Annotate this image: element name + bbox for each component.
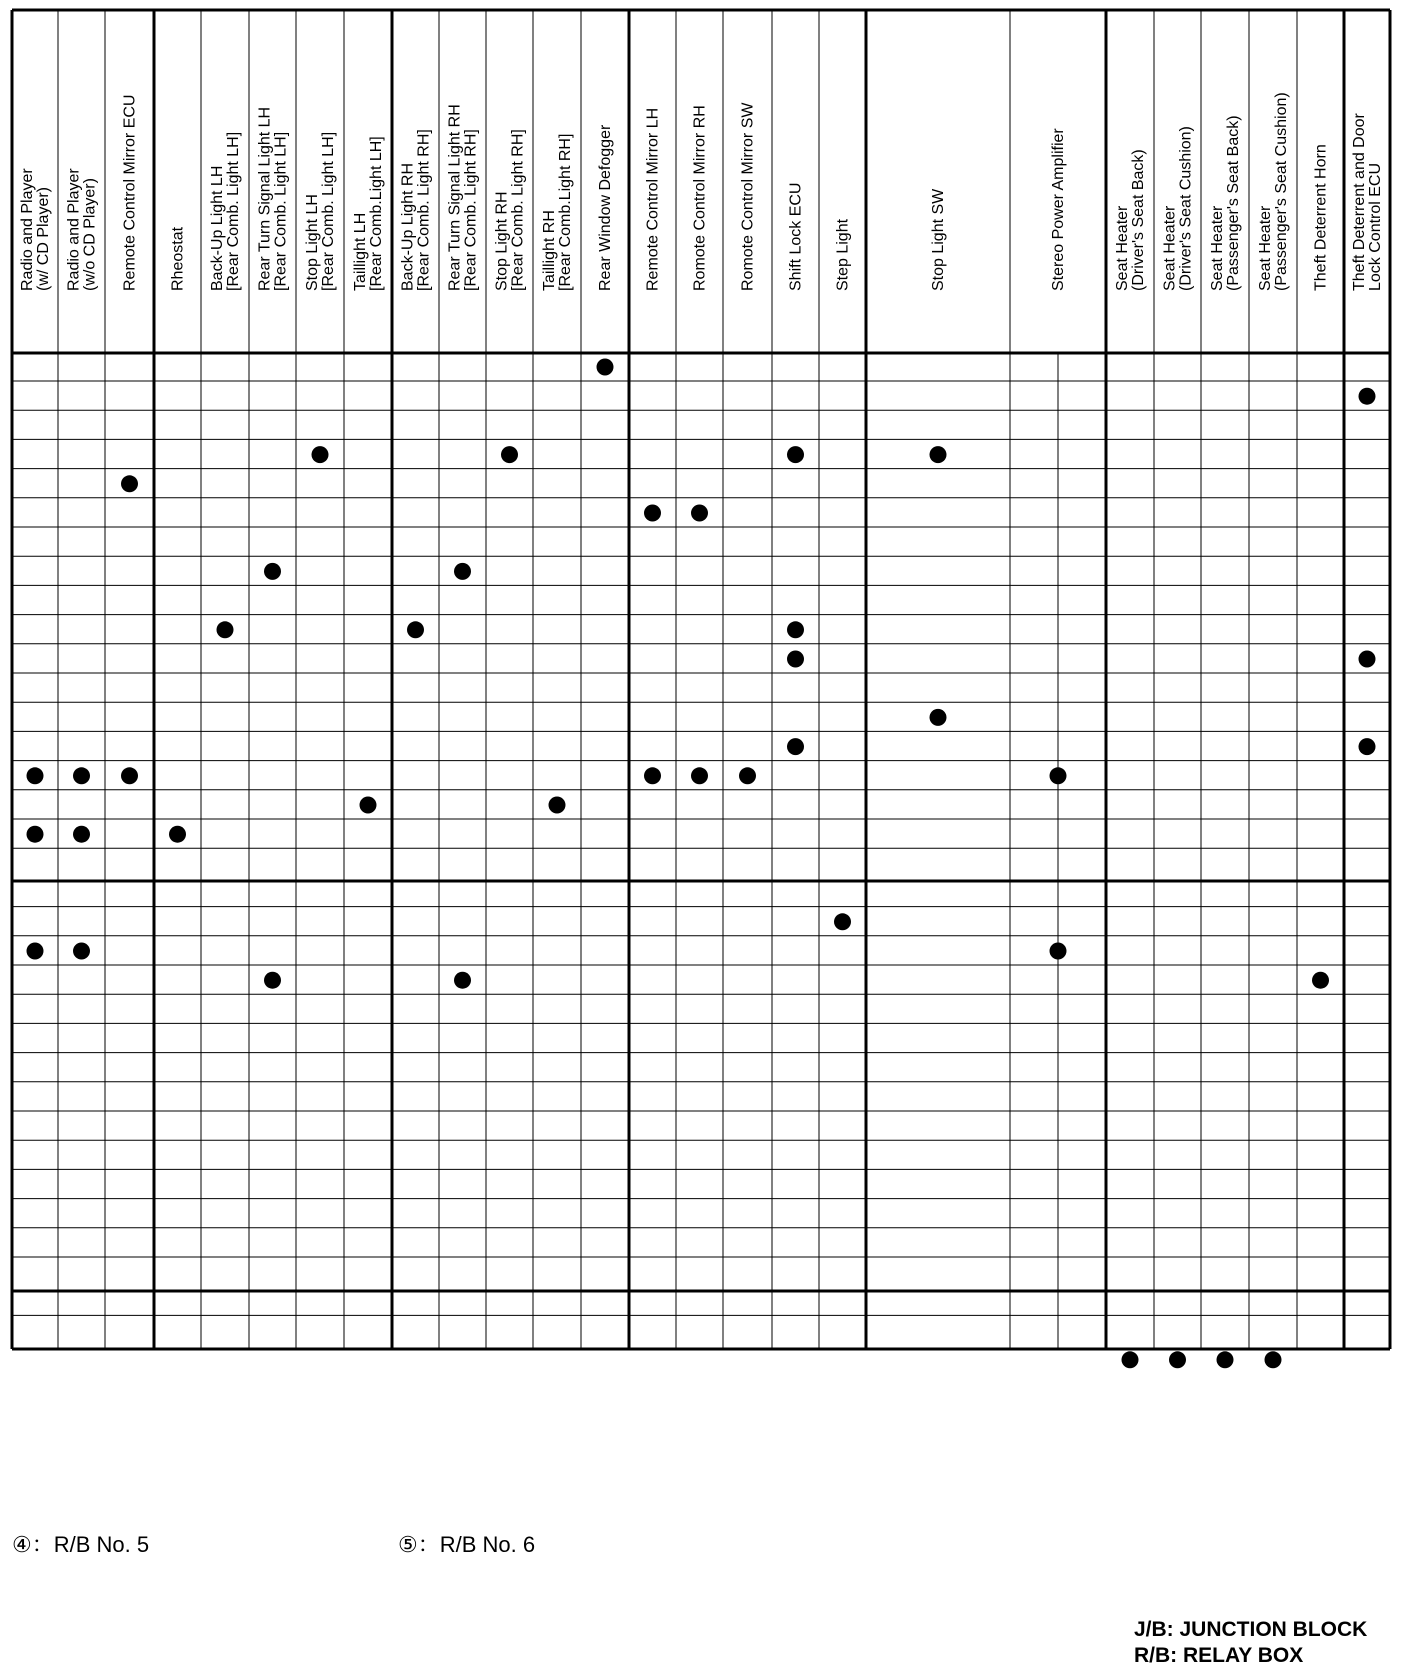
column-headers	[19, 92, 1384, 291]
connection-dot	[1169, 1351, 1186, 1368]
connection-dot	[1265, 1351, 1282, 1368]
connection-dot	[787, 738, 804, 755]
connection-dot	[930, 446, 947, 463]
column-label-taillight-rh: Taillight RH	[541, 210, 558, 291]
connection-dot	[549, 797, 566, 814]
connection-dot	[454, 972, 471, 989]
column-label-rear-turn-rh: [Rear Comb. Light RH]	[462, 129, 480, 291]
connection-dot	[27, 767, 44, 784]
column-label-stop-rh: Stop Light RH	[493, 191, 511, 291]
column-label-stop-light-sw: Stop Light SW	[930, 188, 947, 291]
connection-dot	[73, 767, 90, 784]
column-label-stop-rh: [Rear Comb. Light RH]	[509, 129, 527, 291]
connection-dot	[739, 767, 756, 784]
connection-dot	[27, 826, 44, 843]
column-label-rc-mirror-rh: Romote Control Mirror RH	[691, 105, 709, 291]
connection-dot	[73, 943, 90, 960]
connection-dot	[360, 797, 377, 814]
connection-dot	[27, 943, 44, 960]
connection-dot	[312, 446, 329, 463]
column-label-seat-heater-drv-cush: (Driver's Seat Cushion)	[1177, 126, 1195, 291]
connection-dot	[1217, 1351, 1234, 1368]
column-label-step-light: Step Light	[834, 218, 852, 291]
connection-dot	[264, 563, 281, 580]
column-label-rc-mirror-sw: Romote Control Mirror SW	[739, 102, 757, 291]
column-label-theft-door-lock: Theft Deterrent and Door	[1351, 113, 1368, 291]
column-label-taillight-rh: [Rear Comb.Light RH]	[557, 133, 574, 291]
connection-dot	[787, 651, 804, 668]
column-label-backup-rh: [Rear Comb. Light RH]	[415, 129, 433, 291]
column-label-radio-nocd: Radio and Player	[65, 168, 83, 291]
abbreviation-junction-block: J/B: JUNCTION BLOCK	[1134, 1618, 1368, 1641]
connection-dot	[597, 359, 614, 376]
connection-dot	[1122, 1351, 1139, 1368]
column-label-taillight-lh: [Rear Comb.Light LH]	[368, 136, 385, 291]
column-label-seat-heater-drv-back: (Driver's Seat Back)	[1130, 149, 1147, 291]
column-label-seat-heater-pas-back: Seat Heater	[1209, 205, 1226, 291]
connection-dot	[930, 709, 947, 726]
connection-dot	[1312, 972, 1329, 989]
connection-dot	[1359, 388, 1376, 405]
column-label-rc-mirror-lh: Remote Control Mirror LH	[644, 107, 662, 291]
column-label-stop-lh: [Rear Comb. Light LH]	[320, 131, 337, 291]
connection-dot	[1050, 943, 1067, 960]
connection-dots	[27, 359, 1376, 1369]
connection-dot	[73, 826, 90, 843]
connection-dot	[121, 475, 138, 492]
column-label-seat-heater-pas-cush: (Passenger's Seat Cushion)	[1273, 92, 1290, 291]
connection-dot	[121, 767, 138, 784]
column-label-rear-turn-lh: [Rear Comb. Light LH]	[272, 131, 290, 291]
connection-dot	[169, 826, 186, 843]
column-label-rear-turn-lh: Rear Turn Signal Light LH	[256, 106, 274, 291]
connection-dot	[834, 913, 851, 930]
column-label-radio-cd: Radio and Player	[19, 168, 36, 291]
column-label-backup-lh: [Rear Comb. Light LH]	[225, 131, 242, 291]
column-label-backup-lh: Back-Up Light LH	[209, 165, 226, 291]
column-label-theft-horn: Theft Deterrent Horn	[1312, 144, 1330, 291]
column-label-seat-heater-drv-cush: Seat Heater	[1161, 205, 1179, 291]
connection-dot	[691, 505, 708, 522]
connection-dot	[454, 563, 471, 580]
legend-rb-no5: ④：R/B No. 5	[12, 1532, 150, 1557]
connection-dot	[1359, 738, 1376, 755]
connection-dot	[501, 446, 518, 463]
column-label-rheostat: Rheostat	[169, 226, 187, 291]
connection-dot	[1359, 651, 1376, 668]
connection-dot	[217, 621, 234, 638]
column-label-stereo-amp: Stereo Power Amplifier	[1050, 128, 1067, 291]
column-label-radio-cd: (w/ CD Player)	[35, 186, 52, 291]
column-label-rc-mirror-ecu: Remote Control Mirror ECU	[121, 94, 139, 291]
column-label-taillight-lh: Taillight LH	[352, 212, 369, 291]
connection-dot	[644, 505, 661, 522]
connection-dot	[644, 767, 661, 784]
column-label-theft-door-lock: Lock Control ECU	[1367, 162, 1384, 291]
column-label-stop-lh: Stop Light LH	[304, 194, 321, 291]
column-label-shift-lock-ecu: Shift Lock ECU	[787, 182, 805, 291]
column-label-seat-heater-drv-back: Seat Heater	[1114, 205, 1131, 291]
column-label-seat-heater-pas-cush: Seat Heater	[1257, 205, 1274, 291]
column-label-radio-nocd: (w/o CD Player)	[81, 178, 99, 291]
legend-rb-no6: ⑤：R/B No. 6	[398, 1532, 536, 1557]
column-label-rear-defogger: Rear Window Defogger	[597, 124, 614, 291]
connection-dot	[787, 621, 804, 638]
connection-dot	[407, 621, 424, 638]
column-label-seat-heater-pas-back: (Passenger's Seat Back)	[1225, 115, 1242, 291]
column-label-backup-rh: Back-Up Light RH	[399, 162, 417, 291]
connection-dot	[691, 767, 708, 784]
connection-dot	[787, 446, 804, 463]
connection-dot	[1050, 767, 1067, 784]
abbreviation-relay-box: R/B: RELAY BOX	[1134, 1644, 1304, 1667]
column-label-rear-turn-rh: Rear Turn Signal Light RH	[446, 104, 464, 291]
connection-dot	[264, 972, 281, 989]
